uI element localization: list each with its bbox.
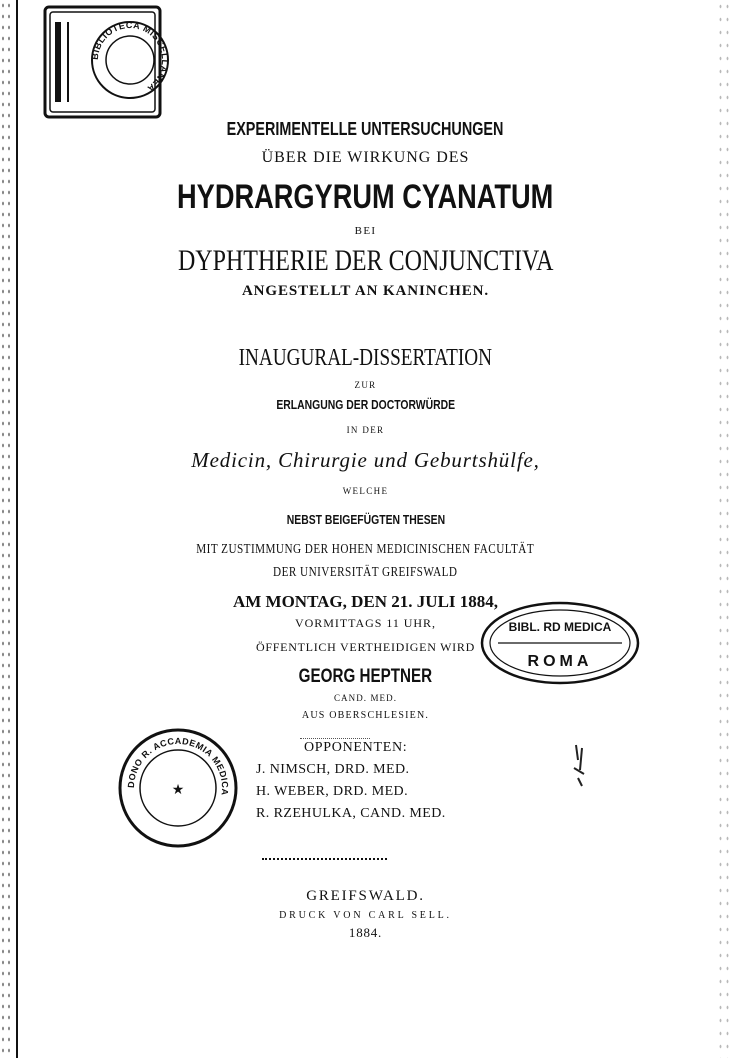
in-der-text: IN DER [346,425,385,435]
date-text: AM MONTAG, DEN 21. JULI 1884, [232,592,499,611]
zur-text: ZUR [354,380,377,390]
opponent-item: J. NIMSCH, DRD. MED. [256,762,410,777]
oval-stamp-top-text: BIBL. RD MEDICA [508,620,612,634]
svg-text:★: ★ [171,781,185,797]
welche-text: WELCHE [342,486,389,496]
marginal-marks [568,740,598,794]
title-line-6: ANGESTELLT AN KANINCHEN. [241,283,490,299]
round-stamp-left [116,726,241,851]
consent-text: MIT ZUSTIMMUNG DER HOHEN MEDICINISCHEN FACULTÄT [196,542,535,557]
title-subject: DYPHTHERIE DER CONJUNCTIVA [177,244,554,277]
stamp-top-left-text: BIBLIOTECA MISCELLANEA [89,19,171,94]
faculties-text: Medicin, Chirurgie und Geburtshülfe, [191,448,540,472]
theses-text: NEBST BEIGEFÜGTEN THESEN [286,512,445,527]
dissertation-heading: INAUGURAL-DISSERTATION [238,345,493,371]
title-line-4: BEI [354,225,377,237]
library-stamp-top-left [40,2,175,122]
opponents-heading: OPPONENTEN: [304,740,408,755]
purpose-text: ERLANGUNG DER DOCTORWÜRDE [276,397,455,412]
opponents-block [256,740,446,822]
round-stamp-text: DONO R. ACCADEMIA MEDICA [125,735,231,797]
title-line-1: EXPERIMENTELLE UNTERSUCHUNGEN [227,119,504,139]
university-text: DER UNIVERSITÄT GREIFSWALD [273,565,458,580]
imprint-printer: DRUCK VON CARL SELL. [279,910,452,921]
author-degree: CAND. MED. [333,693,398,703]
author-origin: AUS OBERSCHLESIEN. [301,710,430,721]
ornament-rule-small [300,738,370,739]
time-text: VORMITTAGS 11 UHR, [295,616,436,630]
separator-rule [262,858,387,860]
opponent-item: R. RZEHULKA, CAND. MED. [256,806,446,821]
opponent-item: H. WEBER, DRD. MED. [256,784,408,799]
oval-stamp-bottom-text: ROMA [527,653,593,670]
library-stamp-oval [478,598,643,688]
title-line-2: ÜBER DIE WIRKUNG DES [261,149,470,166]
svg-text:BIBLIOTECA MISCELLANEA [90,20,170,94]
defend-text: ÖFFENTLICH VERTHEIDIGEN WIRD [256,640,475,654]
author-name: GEORG HEPTNER [298,666,433,687]
imprint-year: 1884. [348,925,383,940]
imprint-city: GREIFSWALD. [306,888,425,904]
title-main: HYDRARGYRUM CYANATUM [177,178,554,216]
